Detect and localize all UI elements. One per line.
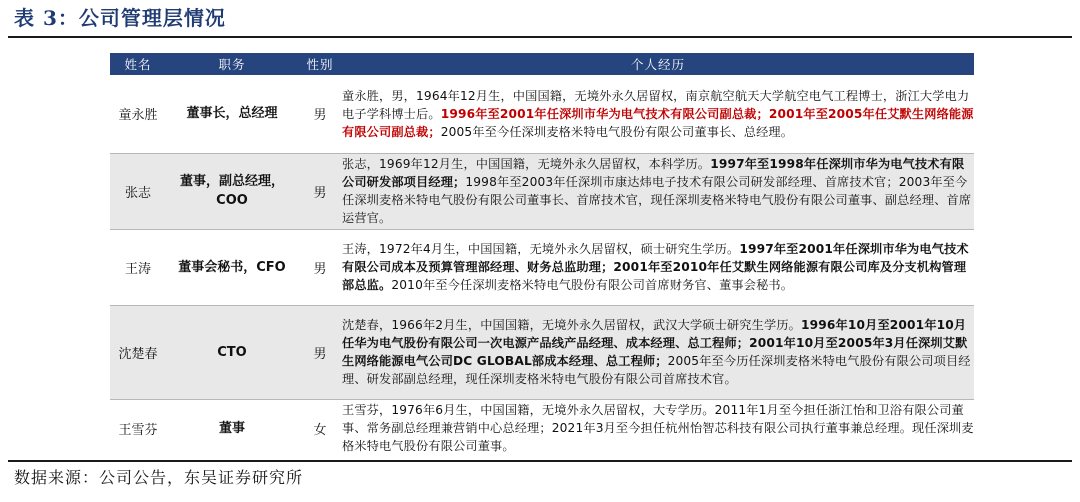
person-name: 张志	[110, 153, 166, 229]
person-role: 董事	[166, 399, 298, 457]
table-row	[110, 153, 974, 229]
person-role: CTO	[166, 305, 298, 399]
person-gender: 男	[313, 108, 327, 124]
bio-text: 2010年至今任深圳麦格米特电气股份有限公司首席财务官、董事会秘书。	[391, 278, 794, 292]
bio-text: 王涛，1972年4月生，中国国籍，无境外永久居留权，硕士研究生学历。	[342, 242, 740, 256]
bio-text: 王雪芬，1976年6月生，中国国籍，无境外永久居留权，大专学历。2011年1月至今担任浙江怡和卫浴有限公司董事、常务副总经理兼营销中心总经理；2021年3月至今担任杭州怡智芯科技有限公司执行董事兼总经理。现任深圳麦格米特电气股份有限公司董事。	[342, 403, 974, 454]
person-bio	[342, 229, 974, 305]
person-gender: 男	[298, 229, 342, 305]
person-bio	[342, 305, 974, 399]
person-name: 沈楚春	[110, 305, 166, 399]
table-row	[110, 229, 974, 305]
person-role: 董事会秘书，CFO	[166, 229, 298, 305]
management-table	[110, 53, 974, 457]
table-row	[110, 305, 974, 399]
bio-text: 沈楚春，1966年2月生，中国国籍，无境外永久居留权，武汉大学硕士研究生学历。	[342, 318, 801, 332]
header-name: 姓名	[110, 53, 166, 75]
person-bio	[342, 399, 974, 457]
header-bio: 个人经历	[342, 53, 974, 75]
table-title: 表 3：公司管理层情况	[14, 6, 226, 30]
header-role: 职务	[166, 53, 298, 75]
footer-divider	[8, 460, 1072, 462]
person-name: 王雪芬	[110, 399, 166, 457]
person-name: 童永胜	[118, 108, 158, 124]
person-role: 董事，副总经理，COO	[166, 153, 298, 229]
table-row	[110, 75, 974, 153]
bio-text: 2005年至今任深圳麦格米特电气股份有限公司董事长、总经理。	[440, 124, 794, 139]
bio-bold: 1996年10月至2001年10月任华为电气股份有限公司一次电源产品线产品经理、成本经理、总工程师；2001年10月至2005年3月任深圳艾默生网络能源电气公司DC GLOBAL部成本经理、总工程师；	[342, 318, 968, 368]
bio-bold: 1997年至1998年任深圳市华为电气技术有限公司研发部项目经理；	[342, 157, 965, 189]
bio-bold: 1997年至2001年任深圳市华为电气技术有限公司成本及预算管理部经理、财务总监助理；2001年至2010年任艾默生网络能源有限公司库及分支机构管理部总监。	[342, 242, 969, 292]
table-header-row	[110, 53, 974, 75]
bio-text: 2005年至今历任深圳麦格米特电气股份有限公司项目经理、研发部副总经理，现任深圳麦格米特电气股份有限公司首席技术官。	[342, 354, 971, 386]
data-source-note: 数据来源：公司公告，东吴证券研究所	[14, 468, 304, 487]
person-role: 董事长，总经理	[186, 106, 278, 122]
person-name: 王涛	[110, 229, 166, 305]
bio-text: 张志，1969年12月生，中国国籍，无境外永久居留权，本科学历。	[342, 157, 711, 171]
person-bio	[342, 153, 974, 229]
person-gender: 女	[298, 399, 342, 457]
bio-text: 1998年至2003年任深圳市康达炜电子技术有限公司研发部经理、首席技术官；2003年至今任深圳麦格米特电气股份有限公司董事长、首席技术官，现任深圳麦格米特电气股份有限公司董事、副总经理、首席运营官。	[342, 175, 972, 225]
person-gender: 男	[298, 305, 342, 399]
table-row	[110, 399, 974, 457]
bio-highlight: 1996年至2001年任深圳市华为电气技术有限公司副总裁；2001年至2005年任艾默生网络能源有限公司副总裁；	[342, 106, 974, 139]
person-gender: 男	[298, 153, 342, 229]
bio-text: 童永胜，男，1964年12月生，中国国籍，无境外永久居留权，南京航空航天大学航空电气工程博士，浙江大学电力电子学科博士后。	[342, 88, 970, 121]
title-divider	[8, 36, 1072, 38]
header-gender: 性别	[298, 53, 342, 75]
person-bio	[342, 75, 974, 153]
